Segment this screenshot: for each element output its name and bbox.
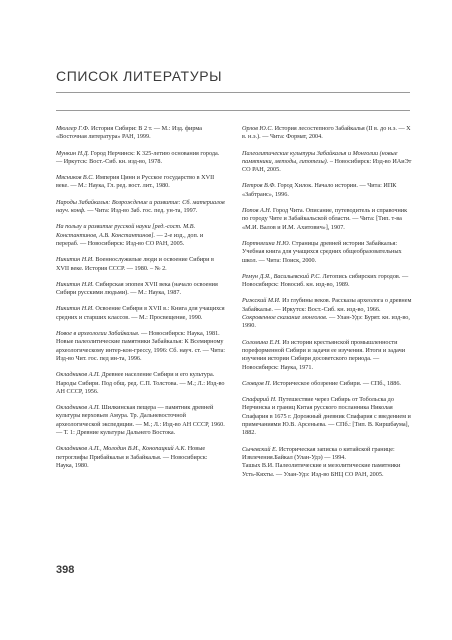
entry-author: Петров В.Ф. xyxy=(242,182,276,190)
entry-text: История лесостепного Забайкалья (II в. до н.э. — X в. н.э.). — Чита: Формат, 2004. xyxy=(242,125,411,141)
entry-author: Сычевский Е. xyxy=(242,445,278,453)
bibliography-entry xyxy=(56,330,226,338)
entry-author: Новое в археологии Забайкалья. xyxy=(56,330,140,338)
bibliography-entry xyxy=(242,125,412,142)
bibliography-entry xyxy=(56,223,226,248)
entry-author: Словцов П. xyxy=(242,379,272,387)
bibliography-entry xyxy=(242,150,412,175)
entry-text: Город Хилок. Начало истории. — Чита: ИПК «Забтранс», 1996. xyxy=(242,182,397,198)
entry-author: Никитин Н.И. xyxy=(56,305,94,313)
bibliography-column-left xyxy=(56,125,226,470)
entry-author: Портнягина Н.Ю. xyxy=(242,239,291,247)
page-number: 398 xyxy=(56,564,75,576)
bibliography-entry xyxy=(242,297,412,314)
title-rule-bottom xyxy=(56,110,410,111)
bibliography-entry xyxy=(56,404,226,437)
entry-text: — Улан-Удэ: Бурят. кн. изд-во, 1990. xyxy=(242,314,410,330)
bibliography-entry xyxy=(242,314,412,331)
bibliography-entry xyxy=(56,305,226,322)
entry-text: Из истории крестьянской промышленности пореформенной Сибири и задачи ее изучения. Итоги и задачи изучения истории Сибири досоветского периода. — Новосибирск: Наука, 1971. xyxy=(242,338,406,371)
entry-author: Ремун Д.Я., Васильевский Р.С. xyxy=(242,272,321,280)
entry-text: – Новосибирск: Изд-во ИАиЭт СО РАН, 2005. xyxy=(242,157,412,174)
entry-author: Орлов Ю.С. xyxy=(242,125,274,132)
entry-text: Военнослужилые люди и освоение Сибири в XVII веке. История СССР. — 1980. – № 2. xyxy=(56,256,214,272)
entry-author: Окладников А.П. xyxy=(56,404,100,412)
entry-author: Мункин Н.Д. xyxy=(56,149,90,157)
entry-author: Рижский М.И. xyxy=(242,297,281,305)
entry-text: Империя Цинн и Русское государство в XVII веке. — М.: Наука, Гл. ред. вост. лит., 1980. xyxy=(56,174,215,190)
entry-text: — Чита: Изд-во Заб. гос. пед. ун-та, 1997. xyxy=(85,207,198,215)
entry-text: Летопись сибирских городов. — Новосибирск: Новосиб. кн. изд-во, 1989. xyxy=(242,272,409,289)
bibliography-entry xyxy=(56,125,226,142)
bibliography-entry xyxy=(56,371,226,396)
entry-author: Палеолитические культуры Забайкалья и Монголии (новые памятники, методы, гипотезы). xyxy=(242,149,398,165)
bibliography-entry xyxy=(56,174,226,191)
entry-text: Древнее население Сибири и его культура. Народы Сибири. Под общ. ред. С.П. Толстова. — М.; Л.: Изд-во АН СССР, 1956. xyxy=(56,371,225,395)
entry-text: Город Чита. Описание, путеводитель и справочник по городу Чите и Забайкальской области. — Чита: [Тип. т-ва «М.И. Валов и И.М. Ахитович»], 1907. xyxy=(242,207,408,231)
bibliography-column-right xyxy=(242,125,412,479)
bibliography-entry xyxy=(242,380,412,388)
entry-text: Путешествие через Сибирь от Тобольска до Нерчинска и границ Китая русского посланника Николая Спафария в 1675 г. Дорожный дневник Спафария с введением и примечаниями Ю.В. Арсеньева. — СПб.: [Тип. В. Киршбаума], 1882. xyxy=(242,396,411,437)
entry-text: Новые палеолитические памятники Забайкалья: К Всемирному археологическому интер-кон-грессу, 1996: Сб. науч. ст. — Чита: Изд-во Чит. гос. пед ин-та, 1996. xyxy=(56,338,225,362)
entry-text: Историческая записка о китайской границе: Извлечения.Байкал (Улан-Удэ) — 1994. xyxy=(242,445,395,461)
entry-author: Сокровенное сказание монголов. xyxy=(242,314,328,322)
entry-text: — 2-е изд., доп. и перераб. — Новосибирск: Изд-во СО РАН, 2005. xyxy=(56,231,204,247)
page-title: СПИСОК ЛИТЕРАТУРЫ xyxy=(56,68,223,84)
entry-text: Из глубины веков. Рассказы археолога о древнем Забайкалье. — Иркутск: Вост.-Сиб. кн. изд-во, 1966. xyxy=(242,297,412,313)
entry-text: Ташых В.И. Палеолитические и мезолитические памятники Усть-Кяхты. — Улан-Удэ: Изд-во БНЦ СО РАН, 2005. xyxy=(242,462,401,478)
entry-author: Мюллер Г.Ф. xyxy=(56,125,90,132)
entry-author: Окладников А.П. xyxy=(56,371,100,379)
entry-author: Попов А.Н. xyxy=(242,207,272,215)
entry-text: Страницы древней истории Забайкалья: Учебная книга для учащихся средних общеобразовательных школ. — Чита: Поиск, 2000. xyxy=(242,239,402,264)
entry-author: Никитин Н.И. xyxy=(56,280,94,288)
entry-text: — Новосибирск: Наука, 1981. xyxy=(139,330,220,338)
entry-text: Историческое обозрение Сибири. — СПб., 1886. xyxy=(271,379,401,387)
entry-text: Сибирская эпопея XVII века (начало освоения Сибири русскими людьми). — М.: Наука, 1987. xyxy=(56,280,218,297)
bibliography-entry xyxy=(56,150,226,167)
bibliography-entry xyxy=(56,445,226,470)
bibliography-entry xyxy=(242,446,412,463)
bibliography-entry xyxy=(242,273,412,290)
entry-text: Освоение Сибири в XVII в.: Книга для учащихся средних и старших классов. — М.: Просвещение, 1990. xyxy=(56,305,225,321)
bibliography-entry xyxy=(242,240,412,265)
bibliography-entry xyxy=(56,338,226,363)
entry-author: Соломина Е.Н. xyxy=(242,338,281,346)
title-rule-top xyxy=(56,92,410,93)
entry-author: Никитин Н.И. xyxy=(56,256,94,264)
bibliography-entry xyxy=(56,281,226,298)
entry-text: Город Нерчинск: К 325-летию основания города. — Иркутск: Вост.-Сиб. кн. изд-во, 1978. xyxy=(56,149,220,165)
entry-text: Шилкинская пещера — памятник древней культуры верховьев Амура. Тр. Дальневосточной археологической экспедиции. — М.; Л.: Изд-во АН СССР, 1960. — Т. 1: Древние культуры Дальнего Востока. xyxy=(56,404,225,437)
entry-author: На пользу и развитие русской науки [ред.-сост. М.В. Константинов, А.В. Константинов]. xyxy=(56,223,196,239)
entry-author: Народы Забайкалья: Возрождение и развитие: Сб. материалов науч. конф. xyxy=(56,198,225,215)
bibliography-entry xyxy=(242,339,412,372)
bibliography-entry xyxy=(242,207,412,232)
entry-text: Новые петроглифы Прибайкалья и Забайкалья. — Новосибирск: Наука, 1980. xyxy=(56,445,208,469)
bibliography-entry xyxy=(242,462,412,479)
bibliography-entry xyxy=(56,256,226,273)
bibliography-entry xyxy=(242,182,412,199)
entry-author: Окладников А.П., Молодин В.И., Конопацкий А.К. xyxy=(56,445,187,453)
bibliography-entry xyxy=(56,199,226,216)
entry-author: Спафарий Н. xyxy=(242,396,277,404)
bibliography-entry xyxy=(242,396,412,437)
entry-text: История Сибири: В 2 т. — М.: Изд. фирма «Восточная литература» РАН, 1999. xyxy=(56,125,202,141)
entry-author: Мясников В.С. xyxy=(56,174,94,182)
